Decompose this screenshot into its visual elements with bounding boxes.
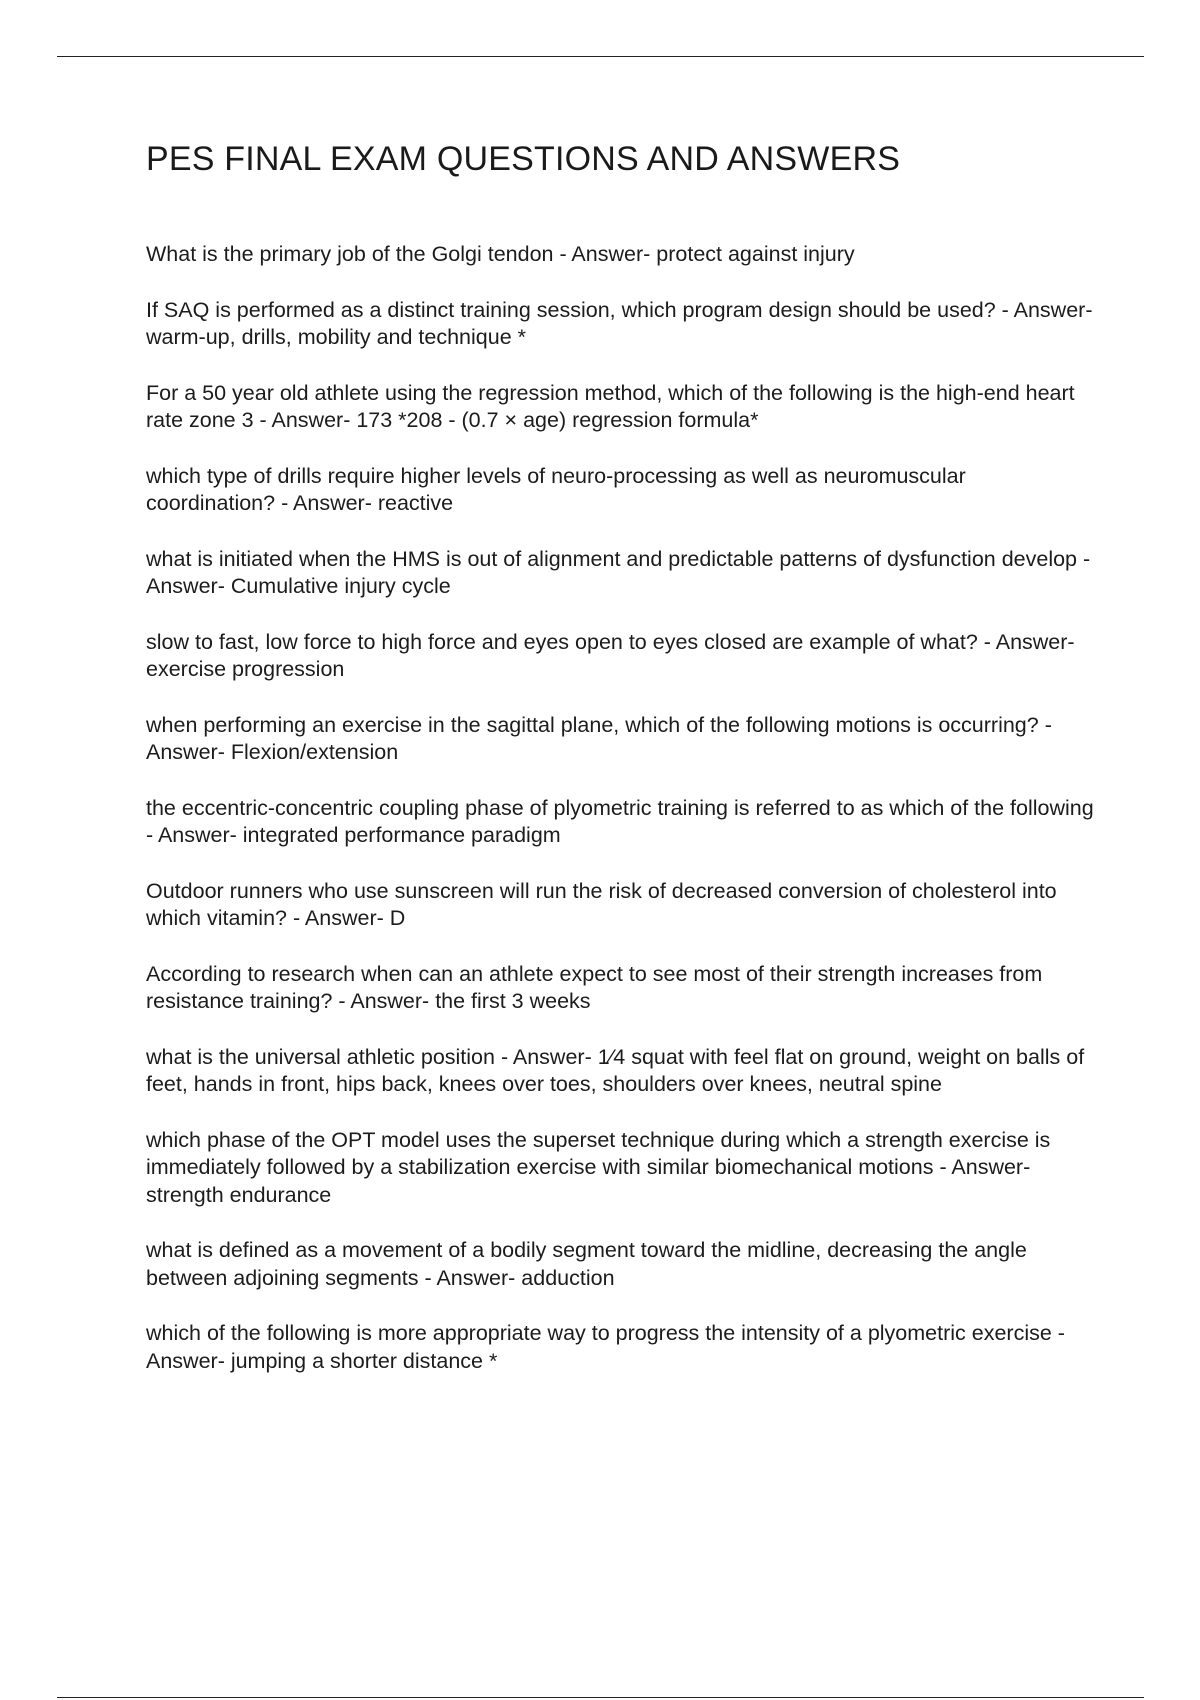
question-text: slow to fast, low force to high force and eyes open to eyes closed are example of what? (146, 629, 978, 654)
answer-text: Flexion/extension (230, 740, 399, 764)
answer-text: warm-up, drills, mobility and technique * (146, 325, 526, 349)
question-text: According to research when can an athlete expect to see most of their strength increases from resistance training? (146, 961, 1043, 1013)
question-text: what is defined as a movement of a bodily segment toward the midline, decreasing the angle between adjoining segments (146, 1238, 1027, 1290)
question-text: what is the universal athletic position (146, 1044, 495, 1069)
qa-item: According to research when can an athlete expect to see most of their strength increases from resistance training? - Answer- the first 3 weeks (146, 961, 1043, 1013)
qa-item: which type of drills require higher levels of neuro-processing as well as neuromuscular coordination? - Answer- reactive (146, 463, 966, 515)
answer-text: 173 *208 - (0.7 × age) regression formula* (356, 408, 759, 432)
qa-item: which of the following is more appropriate way to progress the intensity of a plyometric exercise - Answer- jumping a shorter distance * (146, 1321, 1065, 1373)
qa-list (146, 241, 1096, 1403)
answer-text: the first 3 weeks (435, 989, 591, 1013)
question-text: which type of drills require higher levels of neuro-processing as well as neuromuscular coordination? (146, 463, 966, 515)
document-body (146, 140, 1096, 1373)
qa-item: what is initiated when the HMS is out of alignment and predictable patterns of dysfunction develop - Answer- Cumulative injury cycle (146, 546, 1091, 598)
qa-item: what is defined as a movement of a bodily segment toward the midline, decreasing the angle between adjoining segments - Answer- adduction (146, 1238, 1027, 1290)
answer-text: integrated performance paradigm (242, 823, 561, 847)
qa-item: Outdoor runners who use sunscreen will run the risk of decreased conversion of cholesterol into which vitamin? - Answer- D (146, 878, 1057, 930)
question-text: If SAQ is performed as a distinct training session, which program design should be used? (146, 297, 996, 322)
question-text: For a 50 year old athlete using the regression method, which of the following is the high-end heart rate zone 3 (146, 380, 1075, 432)
question-text: what is initiated when the HMS is out of alignment and predictable patterns of dysfunction develop (146, 546, 1078, 571)
answer-text: Cumulative injury cycle (230, 574, 451, 598)
qa-item: when performing an exercise in the sagittal plane, which of the following motions is occurring? - Answer- Flexion/extension (146, 712, 1052, 764)
qa-item: If SAQ is performed as a distinct training session, which program design should be used? - Answer- warm-up, drills, mobility and technique * (146, 297, 1093, 349)
qa-item: For a 50 year old athlete using the regression method, which of the following is the high-end heart rate zone 3 - Answer- 173 *208 - (0.7 × age) regression formula* (146, 380, 1075, 432)
top-rule (57, 56, 1144, 57)
qa-item: which phase of the OPT model uses the superset technique during which a strength exercise is immediately followed by a stabilization exercise with similar biomechanical motions - Answer- strength endurance (146, 1127, 1051, 1207)
answer-text: jumping a shorter distance * (230, 1348, 498, 1373)
question-text: the eccentric-concentric coupling phase of plyometric training is referred to as which of the following (146, 795, 1094, 820)
answer-text: 1⁄4 squat with feel flat on ground, weight on balls of feet, hands in front, hips back, knees over toes, shoulders over knees, neutral spine (146, 1044, 1085, 1096)
answer-text: strength endurance (146, 1182, 332, 1207)
bottom-rule (57, 1697, 1144, 1698)
question-text: What is the primary job of the Golgi tendon (146, 242, 554, 266)
qa-item: slow to fast, low force to high force and eyes open to eyes closed are example of what? - Answer- exercise progression (146, 629, 1075, 681)
qa-item: the eccentric-concentric coupling phase of plyometric training is referred to as which of the following - Answer- integrated performance paradigm (146, 795, 1094, 847)
page-title: PES FINAL EXAM QUESTIONS AND ANSWERS (146, 140, 901, 178)
answer-text: exercise progression (146, 657, 345, 681)
answer-text: D (389, 906, 406, 930)
question-text: which of the following is more appropriate way to progress the intensity of a plyometric exercise (146, 1321, 1052, 1345)
question-text: which phase of the OPT model uses the superset technique during which a strength exercise is immediately followed by a stabilization exercise with similar biomechanical motions (146, 1127, 1051, 1179)
qa-item: what is the universal athletic position - Answer- 1⁄4 squat with feel flat on ground, weight on balls of feet, hands in front, hips back, knees over toes, shoulders over knees, neutral spine (146, 1044, 1085, 1096)
qa-item: What is the primary job of the Golgi tendon - Answer- protect against injury (146, 242, 855, 266)
question-text: Outdoor runners who use sunscreen will run the risk of decreased conversion of cholesterol into which vitamin? (146, 878, 1057, 930)
question-text: when performing an exercise in the sagittal plane, which of the following motions is occurring? (146, 712, 1039, 737)
answer-text: reactive (377, 491, 454, 515)
answer-text: adduction (521, 1265, 615, 1290)
answer-text: protect against injury (656, 242, 855, 266)
